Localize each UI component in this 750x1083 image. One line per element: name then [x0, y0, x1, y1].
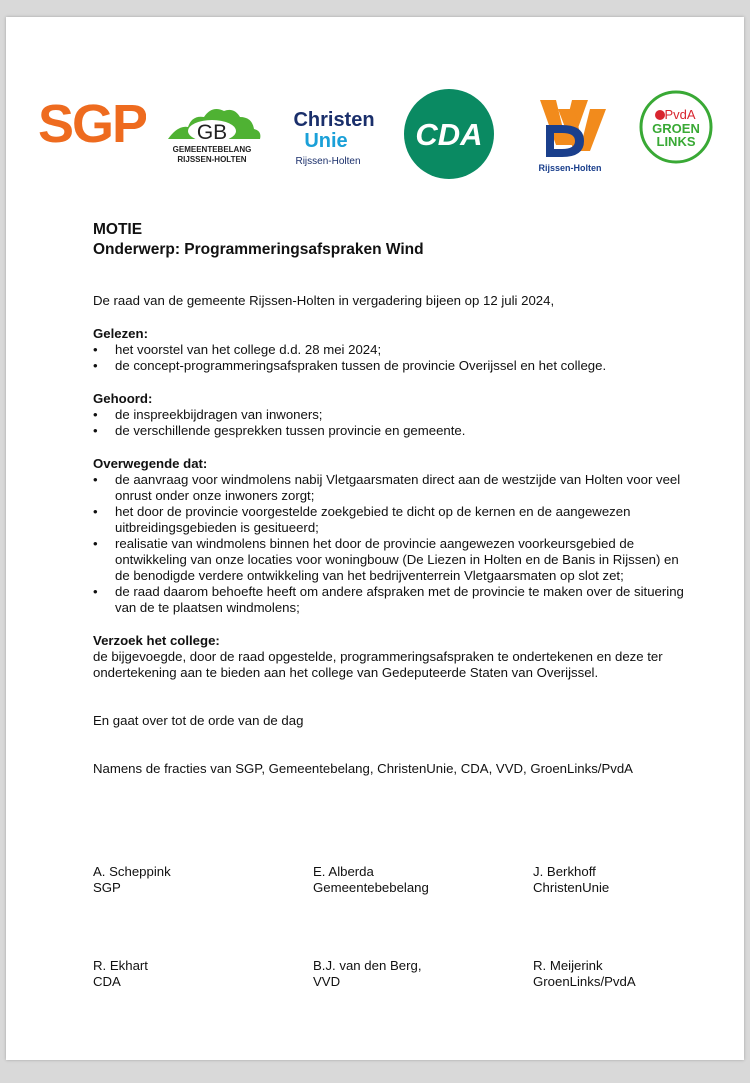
cda-logo-text: CDA	[415, 117, 483, 152]
signatory	[313, 958, 513, 990]
intro-text: De raad van de gemeente Rijssen-Holten in vergadering bijeen op 12 juli 2024,	[93, 293, 555, 308]
signatory-name: R. Ekhart	[93, 958, 148, 973]
signatory	[313, 864, 513, 896]
list-item: • het voorstel van het college d.d. 28 mei 2024;	[93, 342, 693, 358]
gb-mark: GB	[196, 121, 228, 144]
section-gehoord	[93, 391, 693, 439]
signatory	[93, 958, 293, 990]
section-overwegende	[93, 456, 693, 616]
signatory-name: A. Scheppink	[93, 864, 171, 879]
verzoek-heading: Verzoek het college:	[93, 633, 220, 648]
party-logos	[6, 17, 744, 217]
overwegende-heading: Overwegende dat:	[93, 456, 208, 471]
sgp-logo	[36, 97, 146, 149]
motion-title: MOTIE	[93, 221, 143, 238]
list-item: • de concept-programmeringsafspraken tussen de provincie Overijssel en het college.	[93, 358, 693, 374]
section-verzoek	[93, 633, 693, 681]
vvd-mark	[540, 100, 606, 157]
gb-line2: RIJSSEN-HOLTEN	[177, 155, 247, 164]
signatory-party: CDA	[93, 974, 121, 989]
gemeentebelang-logo	[164, 101, 264, 171]
groenlinks-pvda-logo	[638, 89, 714, 165]
closing-text: En gaat over tot de orde van de dag	[93, 713, 304, 728]
gl-line3: LINKS	[656, 134, 696, 149]
signatory-party: VVD	[313, 974, 341, 989]
motion-body	[93, 220, 693, 777]
signatory	[533, 864, 733, 896]
groups-text: Namens de fracties van SGP, Gemeentebelang, ChristenUnie, CDA, VVD, GroenLinks/PvdA	[93, 761, 633, 776]
signatory-name: R. Meijerink	[533, 958, 603, 973]
section-gelezen	[93, 326, 693, 374]
list-item: • de aanvraag voor windmolens nabij Vletgaarsmaten direct aan de westzijde van Holten voor veel onrust onder onze inwoners zorgt;	[93, 472, 693, 504]
vvd-logo	[532, 95, 612, 175]
signatory-name: E. Alberda	[313, 864, 374, 879]
gelezen-heading: Gelezen:	[93, 326, 148, 341]
signatory-party: Gemeentebebelang	[313, 880, 429, 895]
vvd-sub: Rijssen-Holten	[538, 163, 602, 173]
signatory-name: B.J. van den Berg,	[313, 958, 422, 973]
gl-line2: GROEN	[652, 121, 700, 136]
christenunie-logo	[284, 107, 384, 169]
motion-subject: Onderwerp: Programmeringsafspraken Wind	[93, 241, 424, 258]
cda-logo	[402, 87, 496, 181]
cu-line3: Rijssen-Holten	[295, 156, 361, 167]
gehoord-heading: Gehoord:	[93, 391, 153, 406]
gb-line1: GEMEENTEBELANG	[172, 145, 252, 154]
verzoek-text: de bijgevoegde, door de raad opgestelde, programmeringsafspraken te ondertekenen en deze ter ondertekening aan te bieden aan het college van Gedeputeerde Staten van Overijssel.	[93, 649, 663, 680]
gl-line1: PvdA	[664, 107, 696, 122]
signatory-party: ChristenUnie	[533, 880, 610, 895]
list-item: • realisatie van windmolens binnen het door de provincie aangewezen voorkeursgebied de ontwikkeling van onze locaties voor woningbouw (De Liezen in Holten en de Banis in Rijssen) en de benodigde verdere ontwikkeling van het bedrijventerrein Vletgaarsmaten op slot zet;	[93, 536, 693, 584]
signatory-name: J. Berkhoff	[533, 864, 596, 879]
signatory	[533, 958, 733, 990]
list-item: • de verschillende gesprekken tussen provincie en gemeente.	[93, 423, 693, 439]
cu-line1: Christen	[293, 109, 375, 131]
list-item: • de inspreekbijdragen van inwoners;	[93, 407, 693, 423]
cu-line2: Unie	[304, 130, 348, 152]
sgp-logo-text: SGP	[38, 97, 146, 149]
signatory	[93, 864, 293, 896]
document-page	[6, 17, 744, 1060]
signatory-party: GroenLinks/PvdA	[533, 974, 636, 989]
list-item: • het door de provincie voorgestelde zoekgebied te dicht op de kernen en de aangewezen uitbreidingsgebieden is gesitueerd;	[93, 504, 693, 536]
list-item: • de raad daarom behoefte heeft om andere afspraken met de provincie te maken over de situering van de te plaatsen windmolens;	[93, 584, 693, 616]
signatory-party: SGP	[93, 880, 121, 895]
